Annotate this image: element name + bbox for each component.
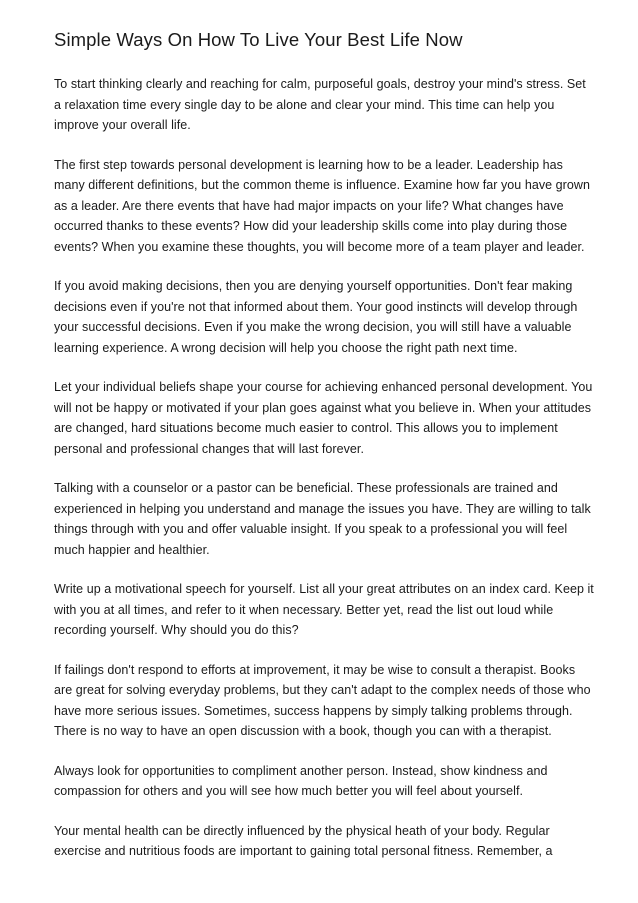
paragraph-beliefs: Let your individual beliefs shape your course for achieving enhanced personal development. You will not be happy or motivated if your plan goes against what you believe in. When your attitudes are changed, hard situations become much easier to control. This allows you to implement personal and professional changes that will last forever. bbox=[54, 380, 593, 456]
document-page bbox=[54, 28, 594, 881]
paragraph-therapist: If failings don't respond to efforts at improvement, it may be wise to consult a therapist. Books are great for solving everyday problems, but they can't adapt to the complex needs of those who have more serious issues. Sometimes, success happens by simply talking problems through. There is no way to have an open discussion with a book, though you can with a therapist. bbox=[54, 662, 591, 738]
paragraph-compliment: Always look for opportunities to compliment another person. Instead, show kindness and compassion for others and you will see how much better you will feel about yourself. bbox=[54, 763, 548, 798]
paragraph-decisions: If you avoid making decisions, then you are denying yourself opportunities. Don't fear making decisions even if you're not that informed about them. Your good instincts will develop through your successful decisions. Even if you make the wrong decision, you will still have a valuable learning experience. A wrong decision will help you choose the right path next time. bbox=[54, 279, 578, 355]
document-title: Simple Ways On How To Live Your Best Life Now bbox=[54, 29, 463, 50]
paragraph-physical-health: Your mental health can be directly influenced by the physical heath of your body. Regular exercise and nutritious foods are important to gaining total personal fitness. Remember, a bbox=[54, 823, 553, 858]
paragraph-leadership: The first step towards personal development is learning how to be a leader. Leadership has many different definitions, but the common theme is influence. Examine how far you have grown as a leader. Are there events that have had major impacts on your life? What changes have occurred thanks to these events? How did your leadership skills come into play during those events? When you examine these thoughts, you will become more of a team player and leader. bbox=[54, 157, 590, 254]
paragraph-relaxation: To start thinking clearly and reaching for calm, purposeful goals, destroy your mind's stress. Set a relaxation time every single day to be alone and clear your mind. This time can help you improve your overall life. bbox=[54, 77, 586, 132]
paragraph-counselor: Talking with a counselor or a pastor can be beneficial. These professionals are trained and experienced in helping you understand and manage the issues you have. They are willing to talk things through with you and offer valuable insight. If you speak to a professional you will feel much happier and healthier. bbox=[54, 481, 591, 557]
paragraph-motivational-speech: Write up a motivational speech for yourself. List all your great attributes on an index card. Keep it with you at all times, and refer to it when necessary. Better yet, read the list out loud while recording yourself. Why should you do this? bbox=[54, 582, 594, 637]
